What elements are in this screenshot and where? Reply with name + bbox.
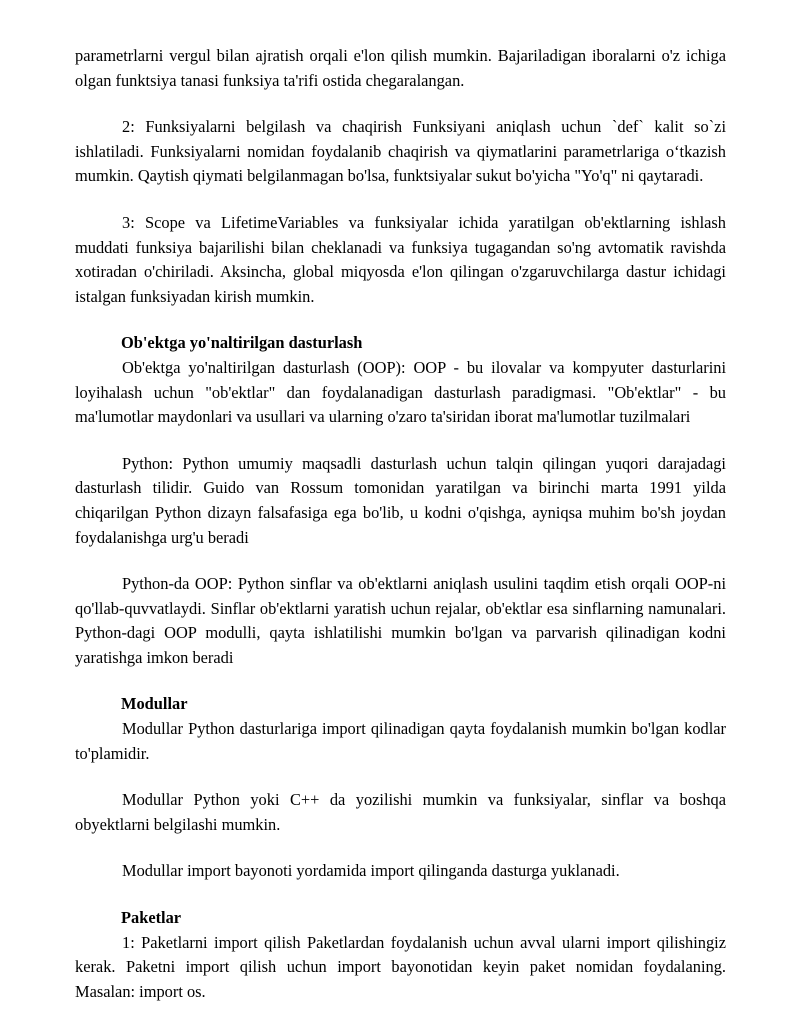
paragraph-oop-definition: Ob'ektga yo'naltirilgan dasturlash (OOP): OOP - bu ilovalar va kompyuter dasturlarini loyihalash uchun "ob'ektlar" dan foydalanadigan dasturlash paradigmasi. "Ob'ektlar" - bu ma'lumotlar maydonlari va usullari va ularning o'zaro ta'siridan iborat ma'lumotlar tuzilmalari — [75, 357, 726, 427]
paragraph-python: Python: Python umumiy maqsadli dasturlash uchun talqin qilingan yuqori darajadagi dasturlash tilidir. Guido van Rossum tomonidan yaratilgan va birinchi marta 1991 yilda chiqarilgan Python dizayn falsafasiga ega bo'lib, u kodni o'qishga, ayniqsa muhim bo'sh joydan foydalanishga urg'u beradi — [75, 453, 726, 547]
paragraph-modules-import: Modullar import bayonoti yordamida import qilinganda dasturga yuklanadi. — [122, 861, 620, 881]
paragraph-defining-calling-functions: 2: Funksiyalarni belgilash va chaqirish Funksiyani aniqlash uchun `def` kalit so`zi ishlatiladi. Funksiyalarni nomidan foydalanib chaqirish va qiymatlarini parametrlariga oʻtkazish mumkin. Qaytish qiymati belgilanmagan bo'lsa, funktsiyalar sukut bo'yicha "Yo'q" ni qaytaradi. — [75, 117, 726, 186]
paragraph-modules-languages: Modullar Python yoki C++ da yozilishi mumkin va funksiyalar, sinflar va boshqa obyektlarni belgilashi mumkin. — [75, 790, 726, 834]
heading-packages: Paketlar — [121, 908, 182, 928]
paragraph-packages-import: 1: Paketlarni import qilish Paketlardan foydalanish uchun avval ularni import qilishingiz kerak. Paketni import qilish uchun import bayonotidan keyin paket nomidan foydalaning. Masalan: import os. — [75, 932, 726, 1001]
paragraph-function-definition-end: parametrlarni vergul bilan ajratish orqali e'lon qilish mumkin. Bajariladigan iboralarni o'z ichiga olgan funktsiya tanasi funksiya ta'rifi ostida chegaralangan. — [75, 46, 726, 90]
paragraph-scope-lifetime: 3: Scope va LifetimeVariables va funksiyalar ichida yaratilgan ob'ektlarning ishlash muddati funksiya bajarilishi bilan cheklanadi va funksiya tugagandan so'ng avtomatik ravishda xotiradan o'chiriladi. Aksincha, global miqyosda e'lon qilingan o'zgaruvchilarga dastur ichidagi istalgan funksiyadan kirish mumkin. — [75, 212, 726, 306]
heading-modules: Modullar — [121, 694, 188, 714]
heading-oop: Ob'ektga yo'naltirilgan dasturlash — [121, 333, 363, 353]
paragraph-modules-definition: Modullar Python dasturlariga import qilinadigan qayta foydalanish mumkin bo'lgan kodlar to'plamidir. — [75, 719, 726, 763]
paragraph-python-oop: Python-da OOP: Python sinflar va ob'ektlarni aniqlash usulini taqdim etish orqali OOP-ni qo'llab-quvvatlaydi. Sinflar ob'ektlarni yaratish uchun rejalar, ob'ektlar esa sinflarning namunalari. Python-dagi OOP modulli, qayta ishlatilishi mumkin bo'lgan va parvarish qilinadigan kodni yaratishga imkon beradi — [75, 574, 726, 667]
